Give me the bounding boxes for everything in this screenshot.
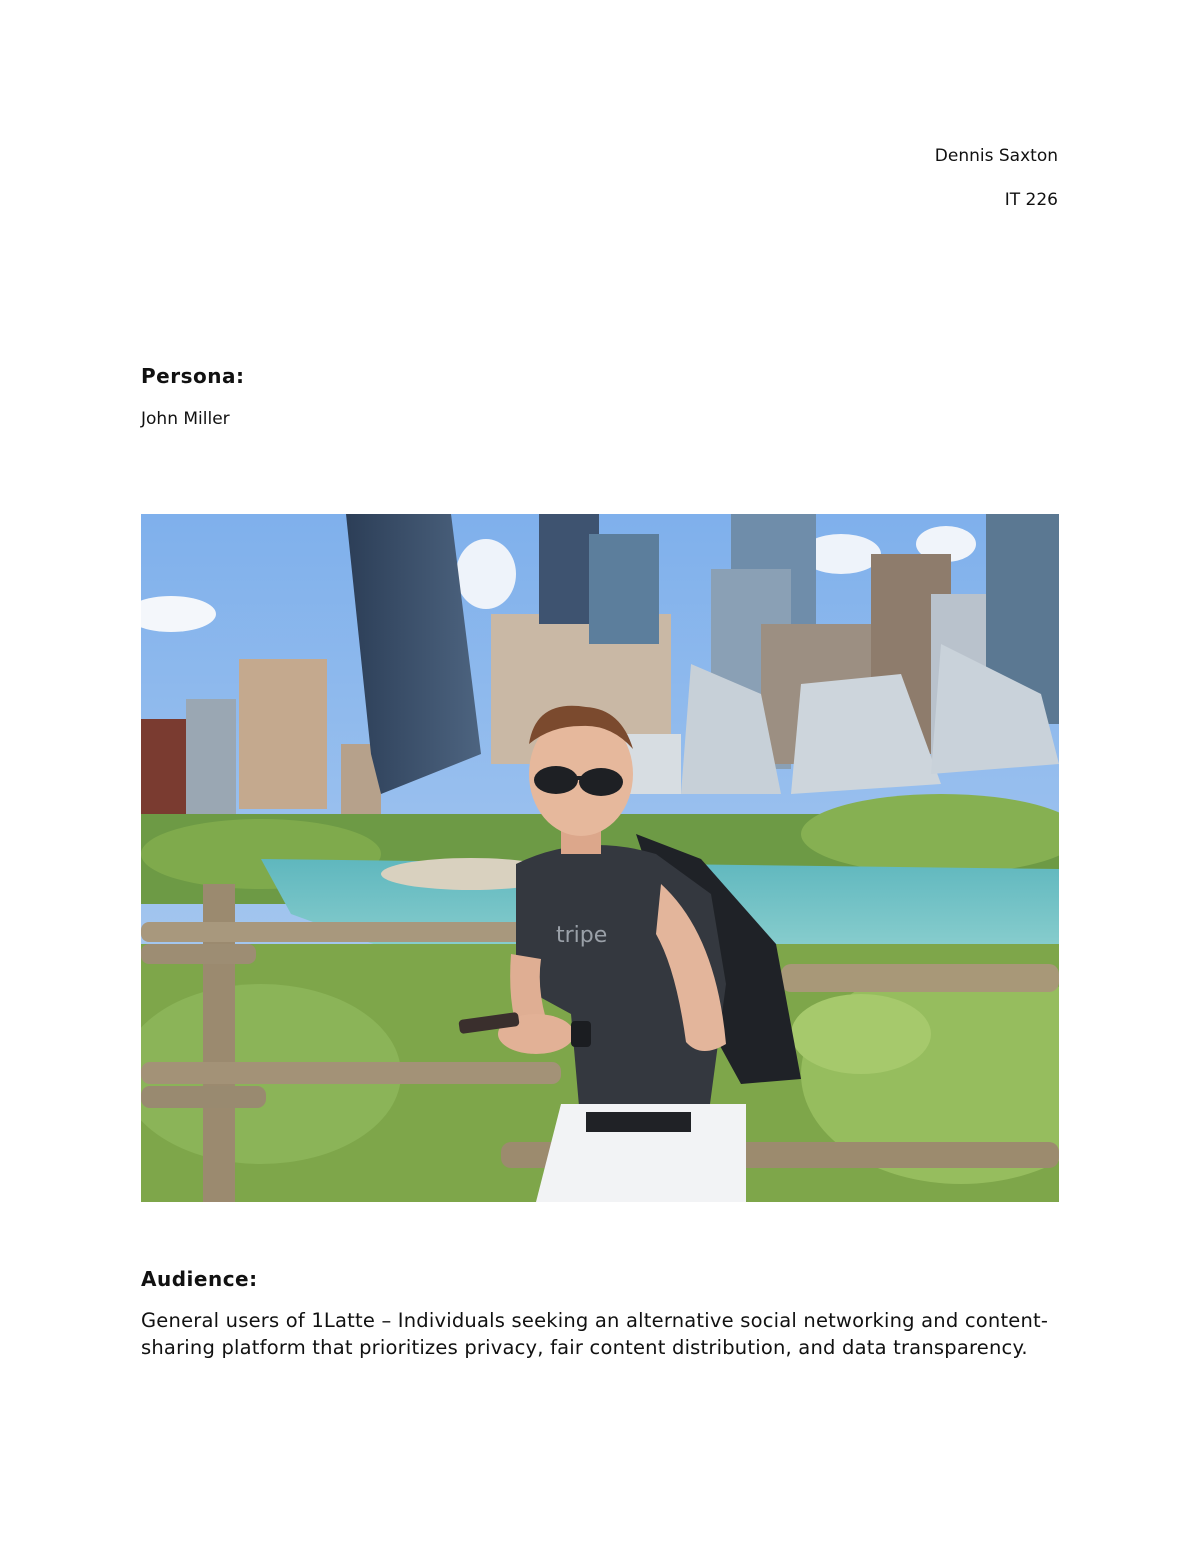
audience-heading: Audience: [141, 1267, 258, 1291]
persona-name: John Miller [141, 409, 230, 429]
persona-heading: Persona: [141, 364, 245, 388]
audience-description: General users of 1Latte – Individuals seeking an alternative social networking and content-sharing platform that prioritizes privacy, fair content distribution, and data transparency. [141, 1309, 1049, 1359]
course-code: IT 226 [1004, 190, 1058, 210]
shirt-text: tripe [556, 923, 608, 948]
author-name: Dennis Saxton [934, 146, 1058, 166]
persona-photo [141, 514, 1059, 1202]
